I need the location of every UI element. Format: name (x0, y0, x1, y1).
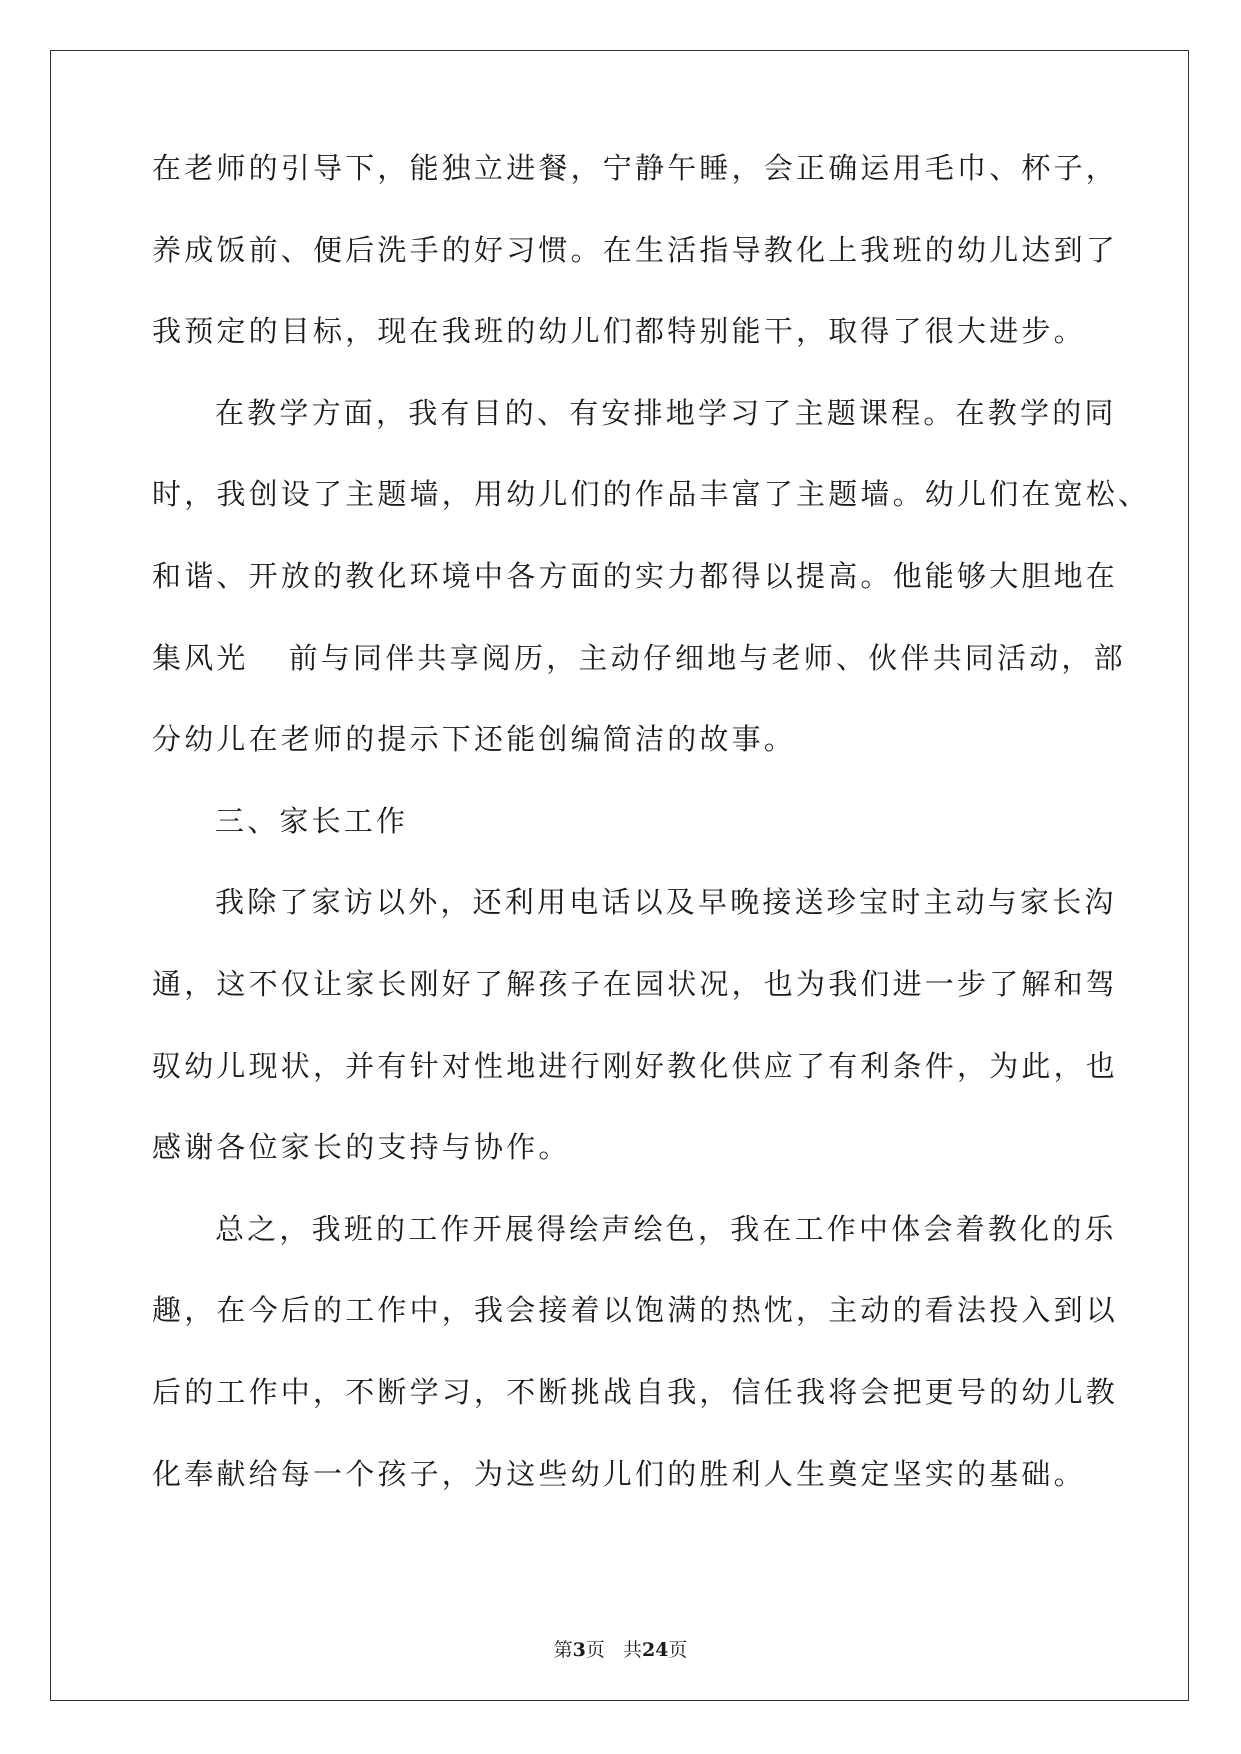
text-fragment: 集风光 (152, 640, 249, 675)
text-line: 我预定的目标，现在我班的幼儿们都特别能干，取得了很大进步。 (152, 314, 1086, 349)
text-line: 时，我创设了主题墙，用幼儿们的作品丰富了主题墙。幼儿们在宽松、 (152, 477, 1151, 512)
footer-total-suffix: 页 (668, 1639, 688, 1661)
paragraph-start: 在教学方面，我有目的、有安排地学习了主题课程。在教学的同 (215, 395, 1117, 430)
text-line: 在老师的引导下，能独立进餐，宁静午睡，会正确运用毛巾、杯子， (152, 151, 1119, 185)
text-line: 趣，在今后的工作中，我会接着以饱满的热忱，主动的看法投入到以 (152, 1293, 1119, 1328)
footer-page-prefix: 第 (553, 1639, 573, 1661)
paragraph-start: 我除了家访以外，还利用电话以及早晚接送珍宝时主动与家长沟 (215, 885, 1117, 920)
page-footer (0, 1635, 1241, 1662)
text-line: 养成饭前、便后洗手的好习惯。在生活指导教化上我班的幼儿达到了 (152, 232, 1119, 267)
text-line: 感谢各位家长的支持与协作。 (152, 1130, 571, 1165)
footer-total-pages: 24 (641, 1639, 669, 1661)
text-line: 驭幼儿现状，并有针对性地进行刚好教化供应了有利条件，为此，也 (152, 1048, 1119, 1083)
footer-page-number: 3 (572, 1639, 586, 1661)
footer-total-prefix: 共 (622, 1639, 642, 1661)
document-body (152, 148, 1151, 1535)
text-line: 通，这不仅让家长刚好了解孩子在园状况，也为我们进一步了解和驾 (152, 966, 1119, 1001)
text-line (152, 638, 1126, 720)
text-line: 分幼儿在老师的提示下还能创编简洁的故事。 (152, 722, 797, 757)
text-line: 和谐、开放的教化环境中各方面的实力都得以提高。他能够大胆地在 (152, 558, 1119, 593)
text-fragment: 前与同伴共享阅历，主动仔细地与老师、伙伴共同活动，部 (288, 640, 1126, 675)
section-heading: 三、家长工作 (215, 803, 409, 838)
text-line: 化奉献给每一个孩子，为这些幼儿们的胜利人生奠定坚实的基础。 (152, 1456, 1086, 1491)
footer-page-suffix: 页 (585, 1639, 605, 1661)
text-line: 后的工作中，不断学习，不断挑战自我，信任我将会把更号的幼儿教 (152, 1374, 1119, 1409)
paragraph-start: 总之，我班的工作开展得绘声绘色，我在工作中体会着教化的乐 (215, 1211, 1117, 1246)
